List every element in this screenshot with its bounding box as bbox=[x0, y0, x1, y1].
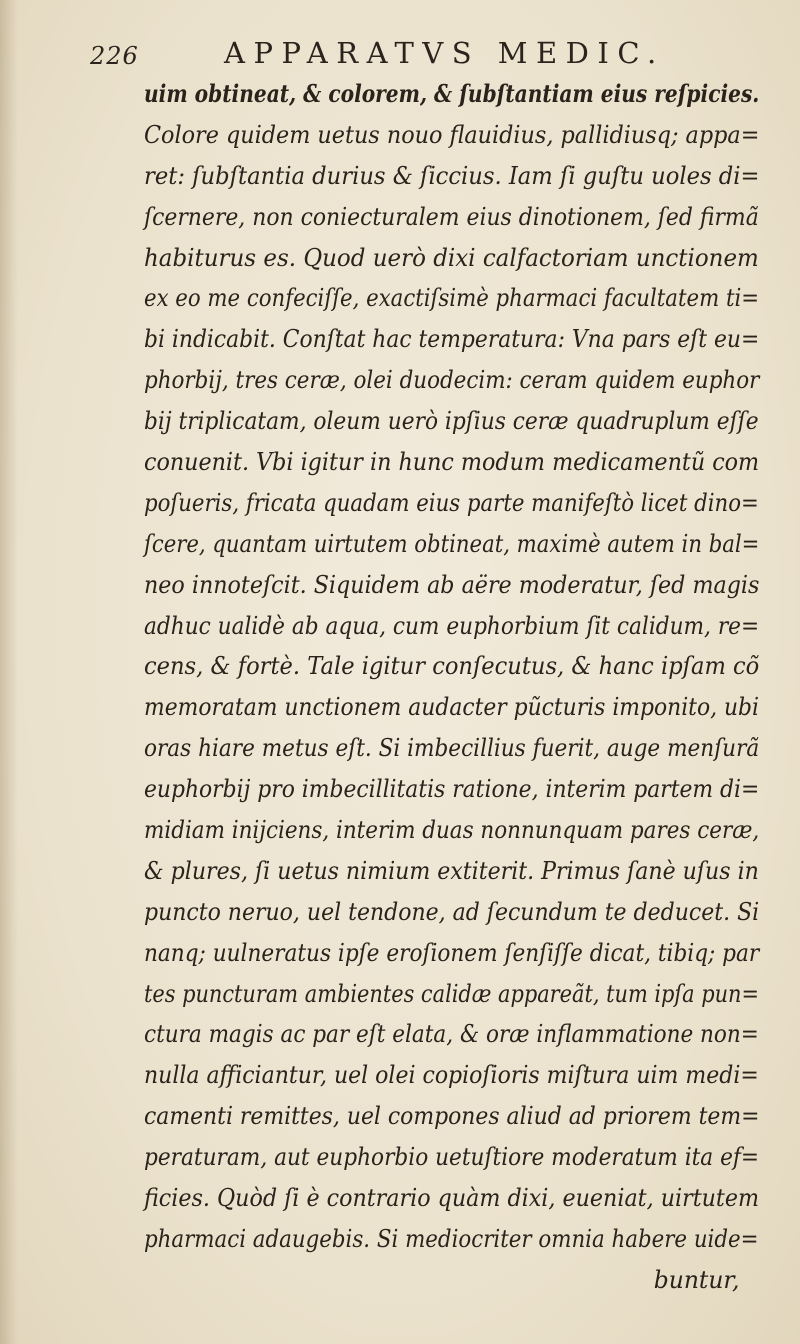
text-line: ret: ſubſtantia durius & ſiccius. Iam ſi guſtu uoles di= bbox=[144, 161, 760, 190]
text-line: midiam inijciens, interim duas nonnunquam pares ceræ, bbox=[144, 816, 760, 845]
text-line: bij triplicatam, oleum uerò ipſius ceræ quadruplum eſſe bbox=[144, 407, 759, 436]
text-line: pharmaci adaugebis. Si mediocriter omnia habere uide= bbox=[144, 1224, 759, 1253]
text-line: bi indicabit. Conſtat hac temperatura: Vna pars eſt eu= bbox=[144, 325, 760, 354]
text-line: puncto neruo, uel tendone, ad ſecundum te deducet. Si bbox=[144, 897, 760, 926]
text-line: adhuc ualidè ab aqua, cum euphorbium ſit calidum, re= bbox=[144, 611, 760, 640]
text-line: ex eo me confeciſſe, exactiſsimè pharmaci facultatem ti= bbox=[144, 284, 760, 313]
text-line: memoratam unctionem audacter pũcturis imponito, ubi bbox=[144, 693, 760, 722]
text-line: uim obtineat, & colorem, & ſubſtantiam eius reſpicies. bbox=[144, 79, 760, 108]
text-line: tes puncturam ambientes calidæ appareãt, tum ipſa pun= bbox=[144, 979, 759, 1008]
page-edge-shadow bbox=[0, 0, 18, 1344]
text-line: euphorbij pro imbecillitatis ratione, interim partem di= bbox=[144, 775, 760, 804]
text-line: & plures, ſi uetus nimium extiterit. Primus ſanè uſus in bbox=[144, 856, 759, 885]
page-number: 226 bbox=[90, 42, 139, 70]
text-line: ſcere, quantam uirtutem obtineat, maximè autem in bal= bbox=[144, 529, 760, 558]
text-line: buntur, bbox=[653, 1265, 740, 1294]
text-line: ſcernere, non coniecturalem eius dinotionem, ſed firmã bbox=[144, 202, 759, 231]
text-line: nulla afficiantur, uel olei copioſioris miſtura uim medi= bbox=[144, 1061, 759, 1090]
text-line: nanq; uulneratus ipſe eroſionem ſenſiſſe dicat, tibiq; par bbox=[144, 938, 760, 967]
text-line: neo innoteſcit. Siquidem ab aëre moderatur, ſed magis bbox=[144, 570, 760, 599]
body-text bbox=[144, 74, 774, 1301]
text-line: peraturam, aut euphorbio uetuſtiore moderatum ita ef= bbox=[144, 1143, 760, 1172]
text-line: ctura magis ac par eſt elata, & oræ inflammatione non= bbox=[144, 1020, 759, 1049]
text-line: oras hiare metus eſt. Si imbecillius fuerit, auge menſurã bbox=[144, 734, 760, 763]
text-line: ficies. Quòd ſi è contrario quàm dixi, eueniat, uirtutem bbox=[144, 1184, 760, 1213]
text-line: camenti remittes, uel compones aliud ad priorem tem= bbox=[144, 1102, 760, 1131]
running-head: APPARATVS MEDIC. bbox=[224, 36, 665, 70]
text-line: cens, & fortè. Tale igitur conſecutus, & hanc ipſam cõ bbox=[144, 652, 760, 681]
page-header bbox=[90, 34, 730, 74]
text-line: Colore quidem uetus nouo flauidius, pallidiusq; appa= bbox=[144, 120, 760, 149]
text-line: conuenit. Vbi igitur in hunc modum medicamentũ com bbox=[144, 448, 760, 477]
text-line: poſueris, fricata quadam eius parte manifeſtò licet dino= bbox=[144, 488, 759, 517]
text-line: habiturus es. Quod uerò dixi calfactoriam unctionem bbox=[144, 243, 759, 272]
text-line: phorbij, tres ceræ, olei duodecim: ceram quidem euphor bbox=[144, 366, 760, 395]
